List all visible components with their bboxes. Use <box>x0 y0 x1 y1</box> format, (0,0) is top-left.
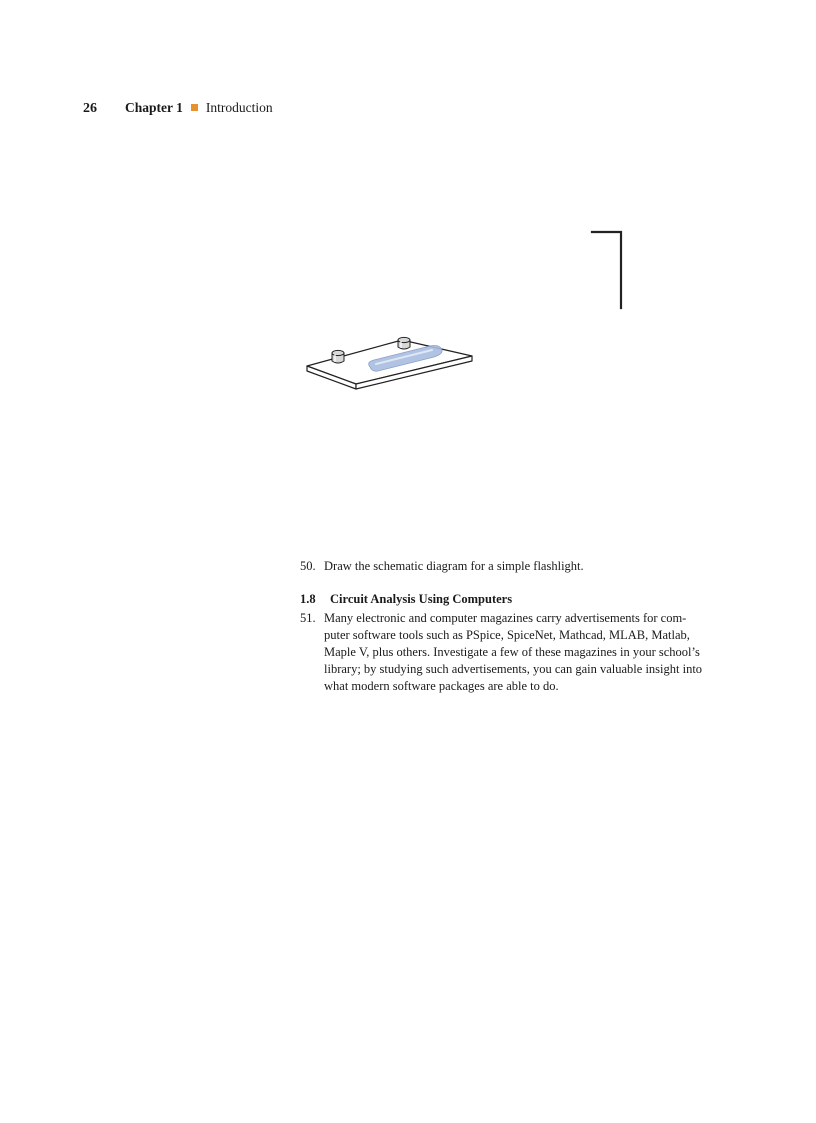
problem-text-line: Many electronic and computer magazines carry advertisements for com- <box>324 611 687 625</box>
problem-text-line: Maple V, plus others. Investigate a few of these magazines in your school’s <box>324 645 700 659</box>
section-number: 1.8 <box>300 592 316 606</box>
section-title: Circuit Analysis Using Computers <box>330 592 513 606</box>
problem-51 <box>300 610 740 695</box>
circuit-board-figure <box>0 0 816 420</box>
problem-text-line: library; by studying such advertisements, you can gain valuable insight into <box>324 662 703 676</box>
section-heading <box>300 591 740 608</box>
board-terminal-left <box>332 350 344 363</box>
problem-text-line: puter software tools such as PSpice, SpiceNet, Mathcad, MLAB, Matlab, <box>324 628 690 642</box>
problem-content <box>300 558 740 695</box>
chapter-label: Chapter 1 <box>125 100 183 115</box>
problem-text: Draw the schematic diagram for a simple flashlight. <box>324 559 584 573</box>
problem-text-line: what modern software packages are able to do. <box>324 679 559 693</box>
problem-number: 51. <box>300 611 316 625</box>
board-terminal-right <box>398 337 410 349</box>
wire-fragment <box>592 232 621 308</box>
problem-50 <box>300 558 740 575</box>
problem-text <box>324 610 740 695</box>
page-number: 26 <box>83 101 97 116</box>
problem-number: 50. <box>300 559 316 573</box>
chapter-title: Introduction <box>205 100 273 115</box>
